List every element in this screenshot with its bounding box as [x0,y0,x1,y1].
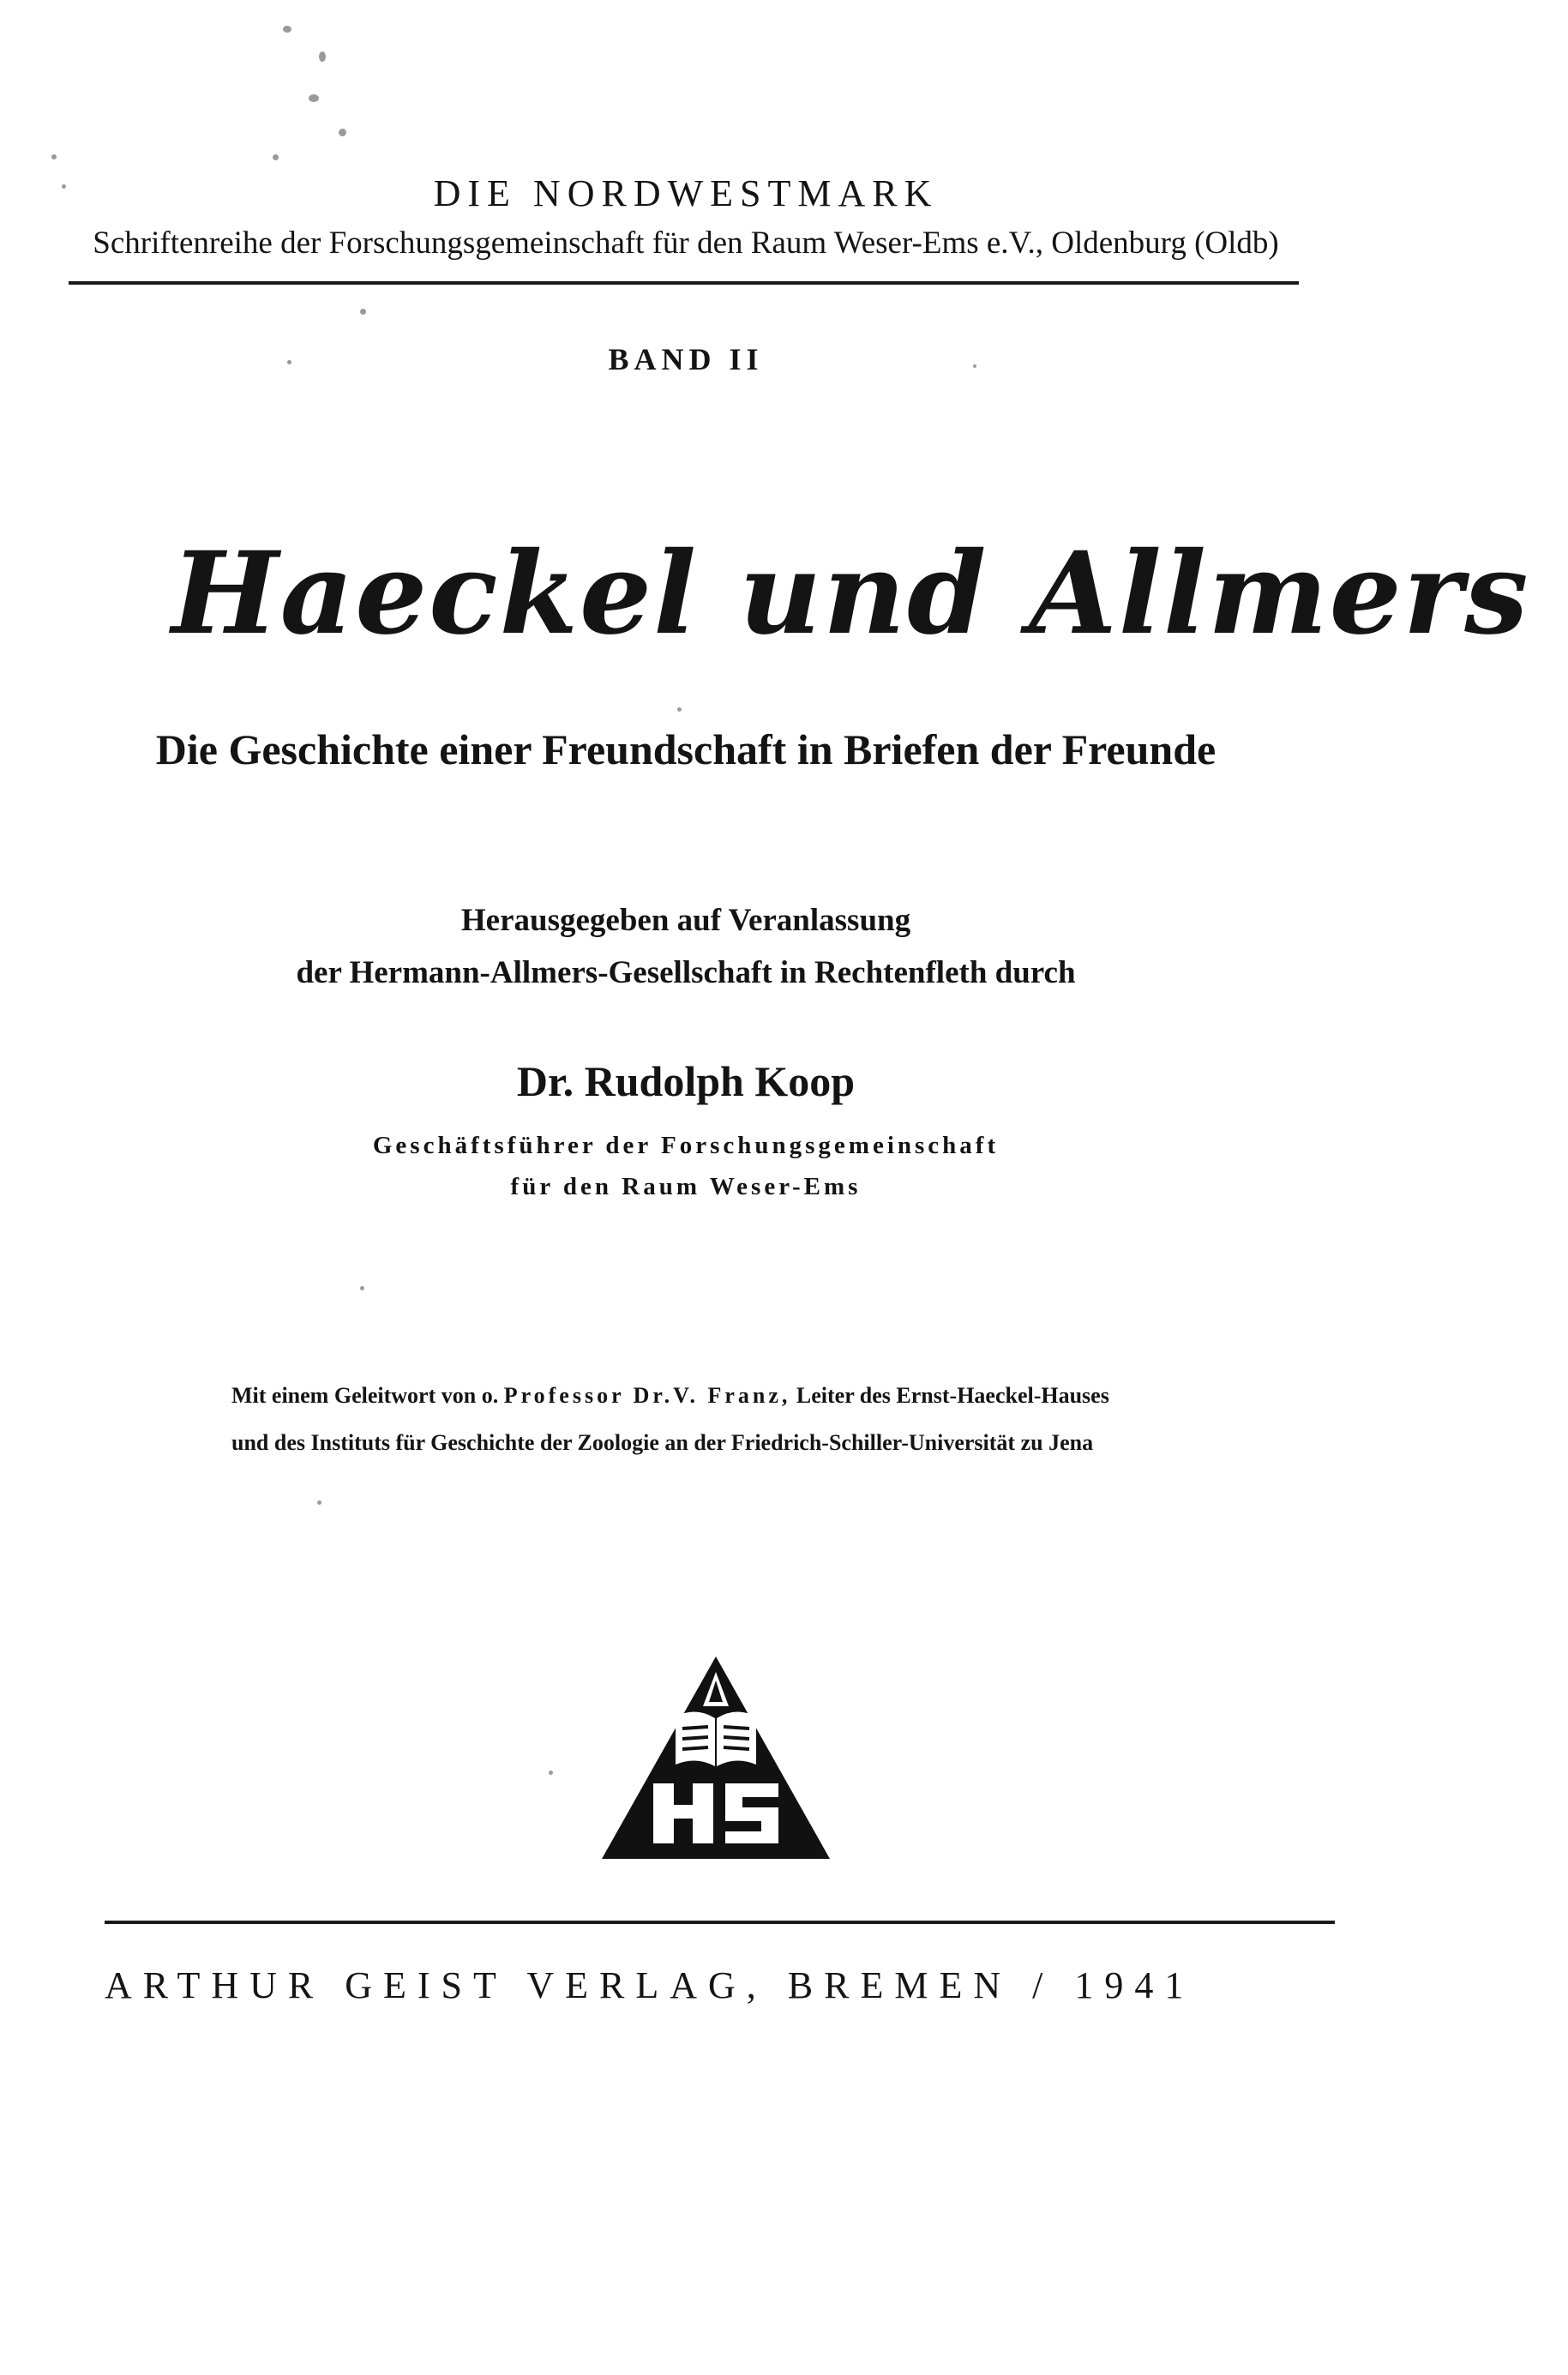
series-title: DIE NORDWESTMARK [433,172,939,214]
publisher-imprint: ARTHUR GEIST VERLAG, BREMEN / 1941 [105,1964,1195,2006]
edited-by-line-2: der Hermann-Allmers-Gesellschaft in Rechtenfleth durch [296,955,1076,990]
edited-by-line-1: Herausgegeben auf Veranlassung [460,903,911,938]
editor-name: Dr. Rudolph Koop [516,1057,856,1105]
editor-role-line-1: Geschäftsführer der Forschungsgemeinschaft [372,1132,1000,1159]
bottom-divider [105,1921,1335,1924]
volume-label: BAND II [608,342,764,376]
publisher-logo-icon [600,1655,832,1861]
top-divider [69,281,1299,285]
foreword-author: Professor Dr.V. Franz, [503,1383,791,1408]
foreword-rest: Leiter des Ernst-Haeckel-Hauses [796,1383,1109,1408]
series-subtitle: Schriftenreihe der Forschungsgemeinschaft für den Raum Weser-Ems e.V., Oldenburg (Oldb) [93,225,1279,261]
book-subtitle: Die Geschichte einer Freundschaft in Briefen der Freunde [155,725,1217,773]
foreword-line-2: und des Instituts für Geschichte der Zoologie an der Friedrich-Schiller-Universität zu Jena [231,1430,1094,1455]
book-title: Haeckel und Allmers [171,527,1530,660]
foreword-prefix: Mit einem Geleitwort von o. [231,1383,499,1408]
foreword-line-1 [231,1383,1243,1409]
editor-role-line-2: für den Raum Weser-Ems [510,1173,862,1200]
